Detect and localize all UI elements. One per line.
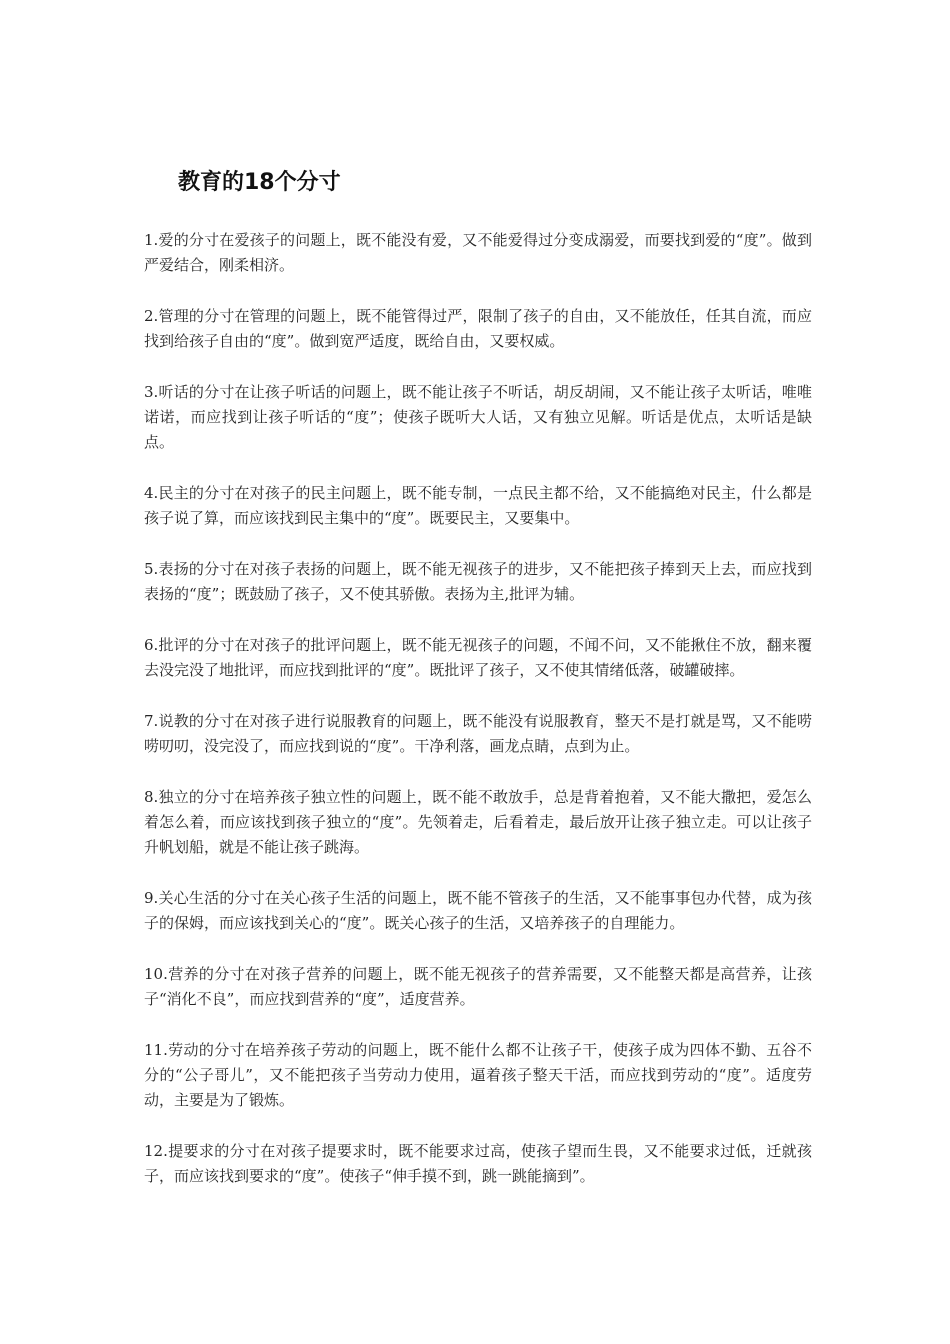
paragraph-11: 11.劳动的分寸在培养孩子劳动的问题上，既不能什么都不让孩子干，使孩子成为四体不勤、五谷不分的“公子哥儿”，又不能把孩子当劳动力使用，逼着孩子整天干活，而应找到劳动的“度”。适度劳动，主要是为了锻炼。 — [144, 1041, 812, 1109]
paragraph-8: 8.独立的分寸在培养孩子独立性的问题上，既不能不敢放手，总是背着抱着，又不能大撒把，爱怎么着怎么着，而应该找到孩子独立的“度”。先领着走，后看着走，最后放开让孩子独立走。可以让孩子升帆划船，就是不能让孩子跳海。 — [144, 788, 812, 856]
paragraph-4: 4.民主的分寸在对孩子的民主问题上，既不能专制，一点民主都不给，又不能搞绝对民主，什么都是孩子说了算，而应该找到民主集中的“度”。既要民主，又要集中。 — [144, 484, 812, 527]
document-title: 教育的18个分寸 — [178, 170, 341, 195]
paragraph-12: 12.提要求的分寸在对孩子提要求时，既不能要求过高，使孩子望而生畏，又不能要求过低，迁就孩子，而应该找到要求的“度”。使孩子“伸手摸不到，跳一跳能摘到”。 — [144, 1142, 812, 1185]
paragraph-5: 5.表扬的分寸在对孩子表扬的问题上，既不能无视孩子的进步，又不能把孩子捧到天上去，而应找到表扬的“度”；既鼓励了孩子，又不使其骄傲。表扬为主,批评为辅。 — [144, 560, 812, 603]
paragraph-10: 10.营养的分寸在对孩子营养的问题上，既不能无视孩子的营养需要，又不能整天都是高营养，让孩子“消化不良”，而应找到营养的“度”，适度营养。 — [144, 965, 812, 1008]
paragraph-9: 9.关心生活的分寸在关心孩子生活的问题上，既不能不管孩子的生活，又不能事事包办代替，成为孩子的保姆，而应该找到关心的“度”。既关心孩子的生活，又培养孩子的自理能力。 — [144, 889, 812, 932]
paragraph-3: 3.听话的分寸在让孩子听话的问题上，既不能让孩子不听话，胡反胡闹，又不能让孩子太听话，唯唯诺诺，而应找到让孩子听话的“度”；使孩子既听大人话，又有独立见解。听话是优点，太听话是缺点。 — [144, 383, 812, 451]
paragraph-6: 6.批评的分寸在对孩子的批评问题上，既不能无视孩子的问题，不闻不问，又不能揪住不放，翻来覆去没完没了地批评，而应找到批评的“度”。既批评了孩子，又不使其情绪低落，破罐破摔。 — [144, 636, 812, 679]
paragraph-7: 7.说教的分寸在对孩子进行说服教育的问题上，既不能没有说服教育，整天不是打就是骂，又不能唠唠叨叨，没完没了，而应找到说的“度”。干净利落，画龙点睛，点到为止。 — [144, 712, 812, 755]
paragraph-2: 2.管理的分寸在管理的问题上，既不能管得过严，限制了孩子的自由，又不能放任，任其自流，而应找到给孩子自由的“度”。做到宽严适度，既给自由，又要权威。 — [144, 307, 812, 350]
paragraph-1: 1.爱的分寸在爱孩子的问题上，既不能没有爱，又不能爱得过分变成溺爱，而要找到爱的“度”。做到严爱结合，刚柔相济。 — [144, 231, 812, 274]
document-body — [144, 228, 812, 1215]
